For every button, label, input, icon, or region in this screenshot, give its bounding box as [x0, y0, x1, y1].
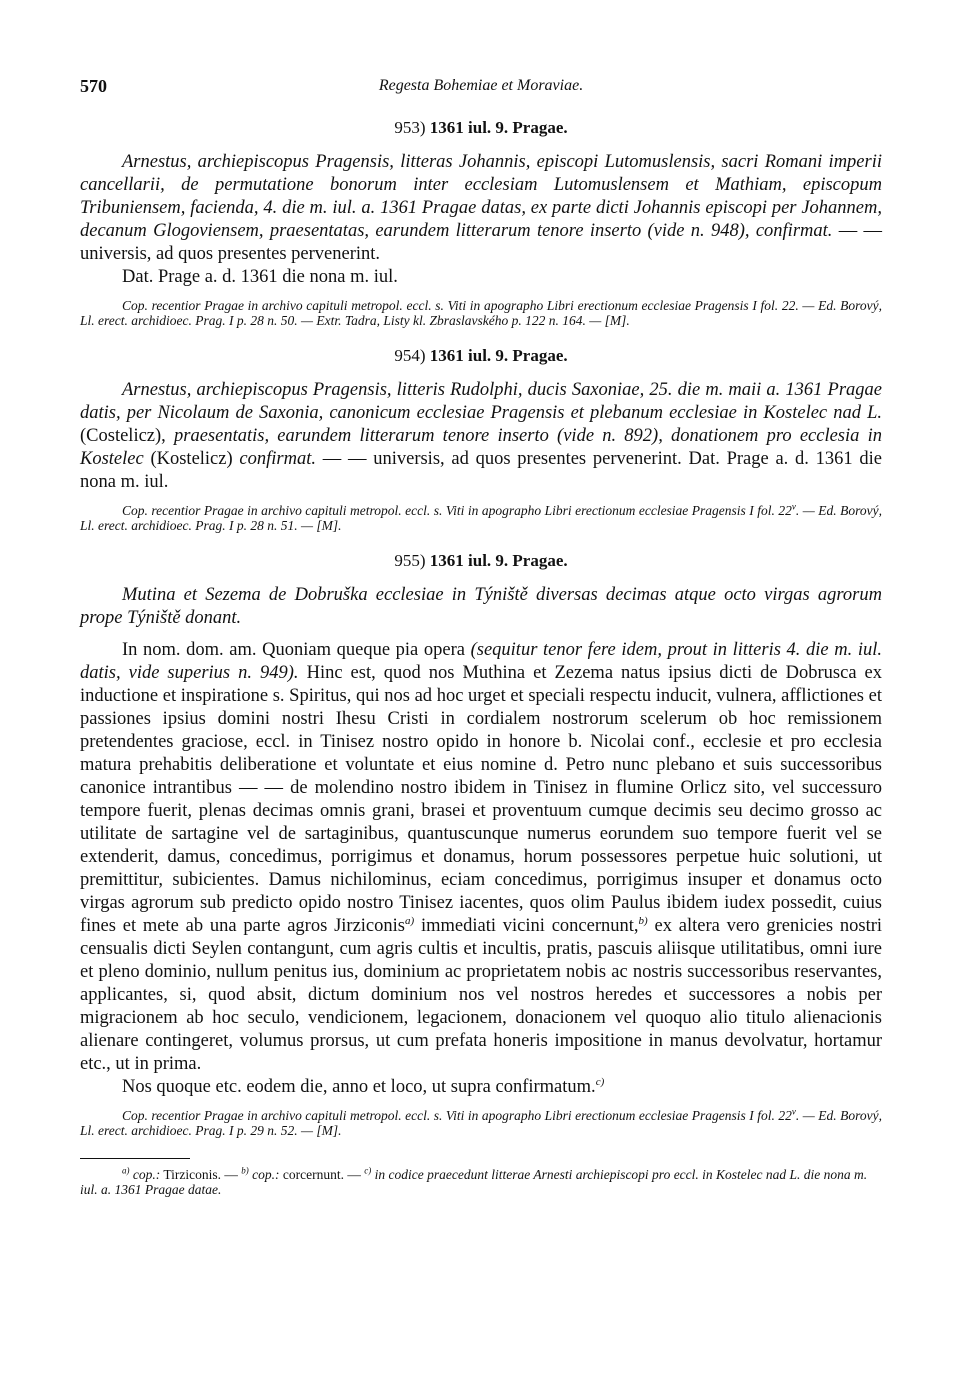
charter-opening: In nom. dom. am. Quoniam queque pia opera: [122, 640, 465, 660]
footnote-c-text: in codice praecedunt litterae Arnesti archiepiscopi pro eccl. in Kostelec nad L. die nona m. iul. a. 1361 Pragae datae.: [80, 1167, 868, 1197]
copy-note-part-2: . — Ed. Borový, Ll. erect. archidioec. Prag. I p. 29 n. 52. — [M].: [80, 1108, 882, 1138]
entry-953: [80, 118, 882, 328]
regest-dash-text: — — universis, ad quos presentes pervenerint.: [322, 449, 682, 469]
entry-number: 955): [394, 551, 426, 570]
footnote-mark-b: b): [638, 914, 648, 927]
copy-note: [80, 1108, 882, 1138]
regest-dash-text: — — universis, ad quos presentes pervenerint.: [80, 221, 883, 264]
entry-heading: [80, 118, 882, 138]
regest-text: [80, 151, 882, 266]
charter-body-2: immediati vicini concernunt,: [420, 916, 639, 936]
confirmation-line: [80, 1076, 882, 1099]
entry-number: 954): [394, 346, 426, 365]
document-page: [80, 60, 882, 1197]
entry-date: 1361 iul. 9. Pragae.: [429, 346, 568, 365]
regest-italic-3: confirmat.: [239, 449, 316, 469]
footnote-b-text: corcernunt. —: [282, 1167, 361, 1182]
footnotes: [80, 1167, 882, 1197]
footnote-mark-a: a): [404, 914, 415, 927]
editor-note: (sequitur tenor fere idem, prout in litteris 4. die m. iul. datis, vide superius n. 949).: [80, 640, 883, 683]
confirmation-text: Nos quoque etc. eodem die, anno et loco, ut supra confirmatum.: [122, 1077, 596, 1097]
entry-955: [80, 551, 882, 1138]
regest-text: Mutina et Sezema de Dobruška ecclesiae in Týniště diversas decimas atque octo virgas agrorum prope Týniště donant.: [80, 585, 882, 628]
entry-date: 1361 iul. 9. Pragae.: [429, 551, 568, 570]
regest-roman-1: (Costelicz),: [80, 426, 166, 446]
footnote-b-mark: b): [241, 1165, 249, 1176]
footnote-a-text: Tirziconis. —: [163, 1167, 238, 1182]
running-title: Regesta Bohemiae et Moraviae.: [378, 77, 584, 94]
regest-italic-1: Arnestus, archiepiscopus Pragensis, litteris Rudolphi, ducis Saxoniae, 25. die m. maii a. 1361 Pragae datis, per Nicolaum de Saxonia, canonicum ecclesiae Pragensis et plebanum ecclesiae in Kostelec nad L.: [80, 380, 882, 423]
verso-superscript: v: [791, 1106, 796, 1117]
entry-heading: [80, 346, 882, 366]
footnote-a-label: cop.:: [132, 1167, 161, 1182]
footnote-a-mark: a): [122, 1165, 130, 1176]
regest-roman-2: (Kostelicz): [150, 449, 233, 469]
copy-note-part-2: . — Ed. Borový, Ll. erect. archidioec. Prag. I p. 28 n. 51. — [M].: [80, 503, 882, 533]
regest-italic: Arnestus, archiepiscopus Pragensis, litteras Johannis, episcopi Lutomuslensis, sacri Romani imperii cancellarii, de permutatione bonorum inter ecclesiam Lutomuslensem et Mathiam, episcopum Tribuniensem, facienda, 4. die m. iul. a. 1361 Pragae datas, ex parte dicti Johannis episcopi per Johannem, decanum Glogoviensem, praesentatas, earundem litterarum tenore inserto (vide n. 948), confirmat.: [80, 152, 882, 241]
entry-date: 1361 iul. 9. Pragae.: [429, 118, 568, 137]
entry-954: [80, 346, 882, 533]
copy-note-part-1: Cop. recentior Pragae in archivo capituli metropol. eccl. s. Viti in apographo Libri erectionum ecclesiae Pragensis I fol. 22: [122, 503, 792, 518]
footnote-separator: [80, 1158, 190, 1159]
entry-heading: [80, 551, 882, 571]
regest-italic-2: praesentatis, earundem litterarum tenore inserto (vide n. 892), donationem pro ecclesia in Kostelec: [80, 426, 882, 469]
copy-note-part-1: Cop. recentior Pragae in archivo capituli metropol. eccl. s. Viti in apographo Libri erectionum ecclesiae Pragensis I fol. 22: [122, 1108, 792, 1123]
copy-note: Cop. recentior Pragae in archivo capituli metropol. eccl. s. Viti in apographo Libri erectionum ecclesiae Pragensis I fol. 22. — Ed. Borový, Ll. erect. archidioec. Prag. I p. 28 n. 50. — Extr. Tadra, Listy kl. Zbraslavského p. 122 n. 164. — [M].: [80, 298, 882, 328]
dat-line: Dat. Prage a. d. 1361 die nona m. iul.: [122, 267, 398, 287]
regest-text: [80, 379, 882, 494]
copy-note: [80, 503, 882, 533]
entry-number: 953): [394, 118, 426, 137]
charter-text: [80, 639, 882, 1076]
page-header: [80, 60, 882, 100]
footnote-b-label: cop.:: [252, 1167, 280, 1182]
charter-body-1: Hinc est, quod nos Muthina et Zezema natus ipsius dicti de Dobrusca ex inductione et inspiratione s. Spiritus, qui nos ad hoc urget et speciali respectu inducit, vulnera, afflictiones et passiones ipsius domini nostri Ihesu Cristi in cordialem nostrorum scelerum ob hoc remissionem pretendentes graciose, eccl. in Tinisez nostro opido in honore b. Nicolai conf., ecclesie et pro ecclesia matura prehabitis deliberatione et voluntate et eius nomine d. Petro nunc plebano et suis successoribus canonice intrantibus — — de molendino nostro ibidem in Tinisez in flumine Orlicz sito, vel successuro tempore fuerit, plenas decimas omnis grani, brasei et proventuum cumque decimis seu decimo grosso ac utilitate de sartagine vel de sartaginibus, quantuscunque numerus eorundem suo tempore fuerit vel se extenderit, damus, concedimus, porrigimus et donamus, horum possessores perpetue huic solutioni, ut premittitur, subicientes. Damus nichilominus, eciam concedimus, porrigimus insuper et donamus octo virgas agrorum sub predicto opido nostro Tinisez iacentes, quos olim Paulus ibidem iudex possedit, cuius fines et mete ab una parte agros Jirziconis: [80, 663, 883, 936]
charter-body-3: ex altera vero grenicies nostri censualis dicti Seylen contangunt, cum agris cultis et incultis, pratis, pascuis aliisque utilitatibus, omni iure et pleno dominio, nullum penitus ius, dominium ac proprietatem nobis ac nostris successoribus reservantes, applicantes, si, quod absit, dictum dominium nos vel nostros heredes et successores a nobis per migracionem ab hoc seculo, vendicionem, legacionem, donacionem vel quoquo alio titulo alienacionis alienare contingeret, volumus prorsus, ut cum prefata honeris impositione in manus devolvatur, hortamur etc., ut in prima.: [80, 916, 883, 1074]
footnote-mark-c: c): [595, 1075, 605, 1088]
page-number: 570: [80, 76, 107, 96]
dat-line: Dat. Prage a. d. 1361 die nona m. iul.: [80, 449, 883, 492]
footnote-c-mark: c): [364, 1165, 372, 1176]
verso-superscript: v: [791, 501, 796, 512]
